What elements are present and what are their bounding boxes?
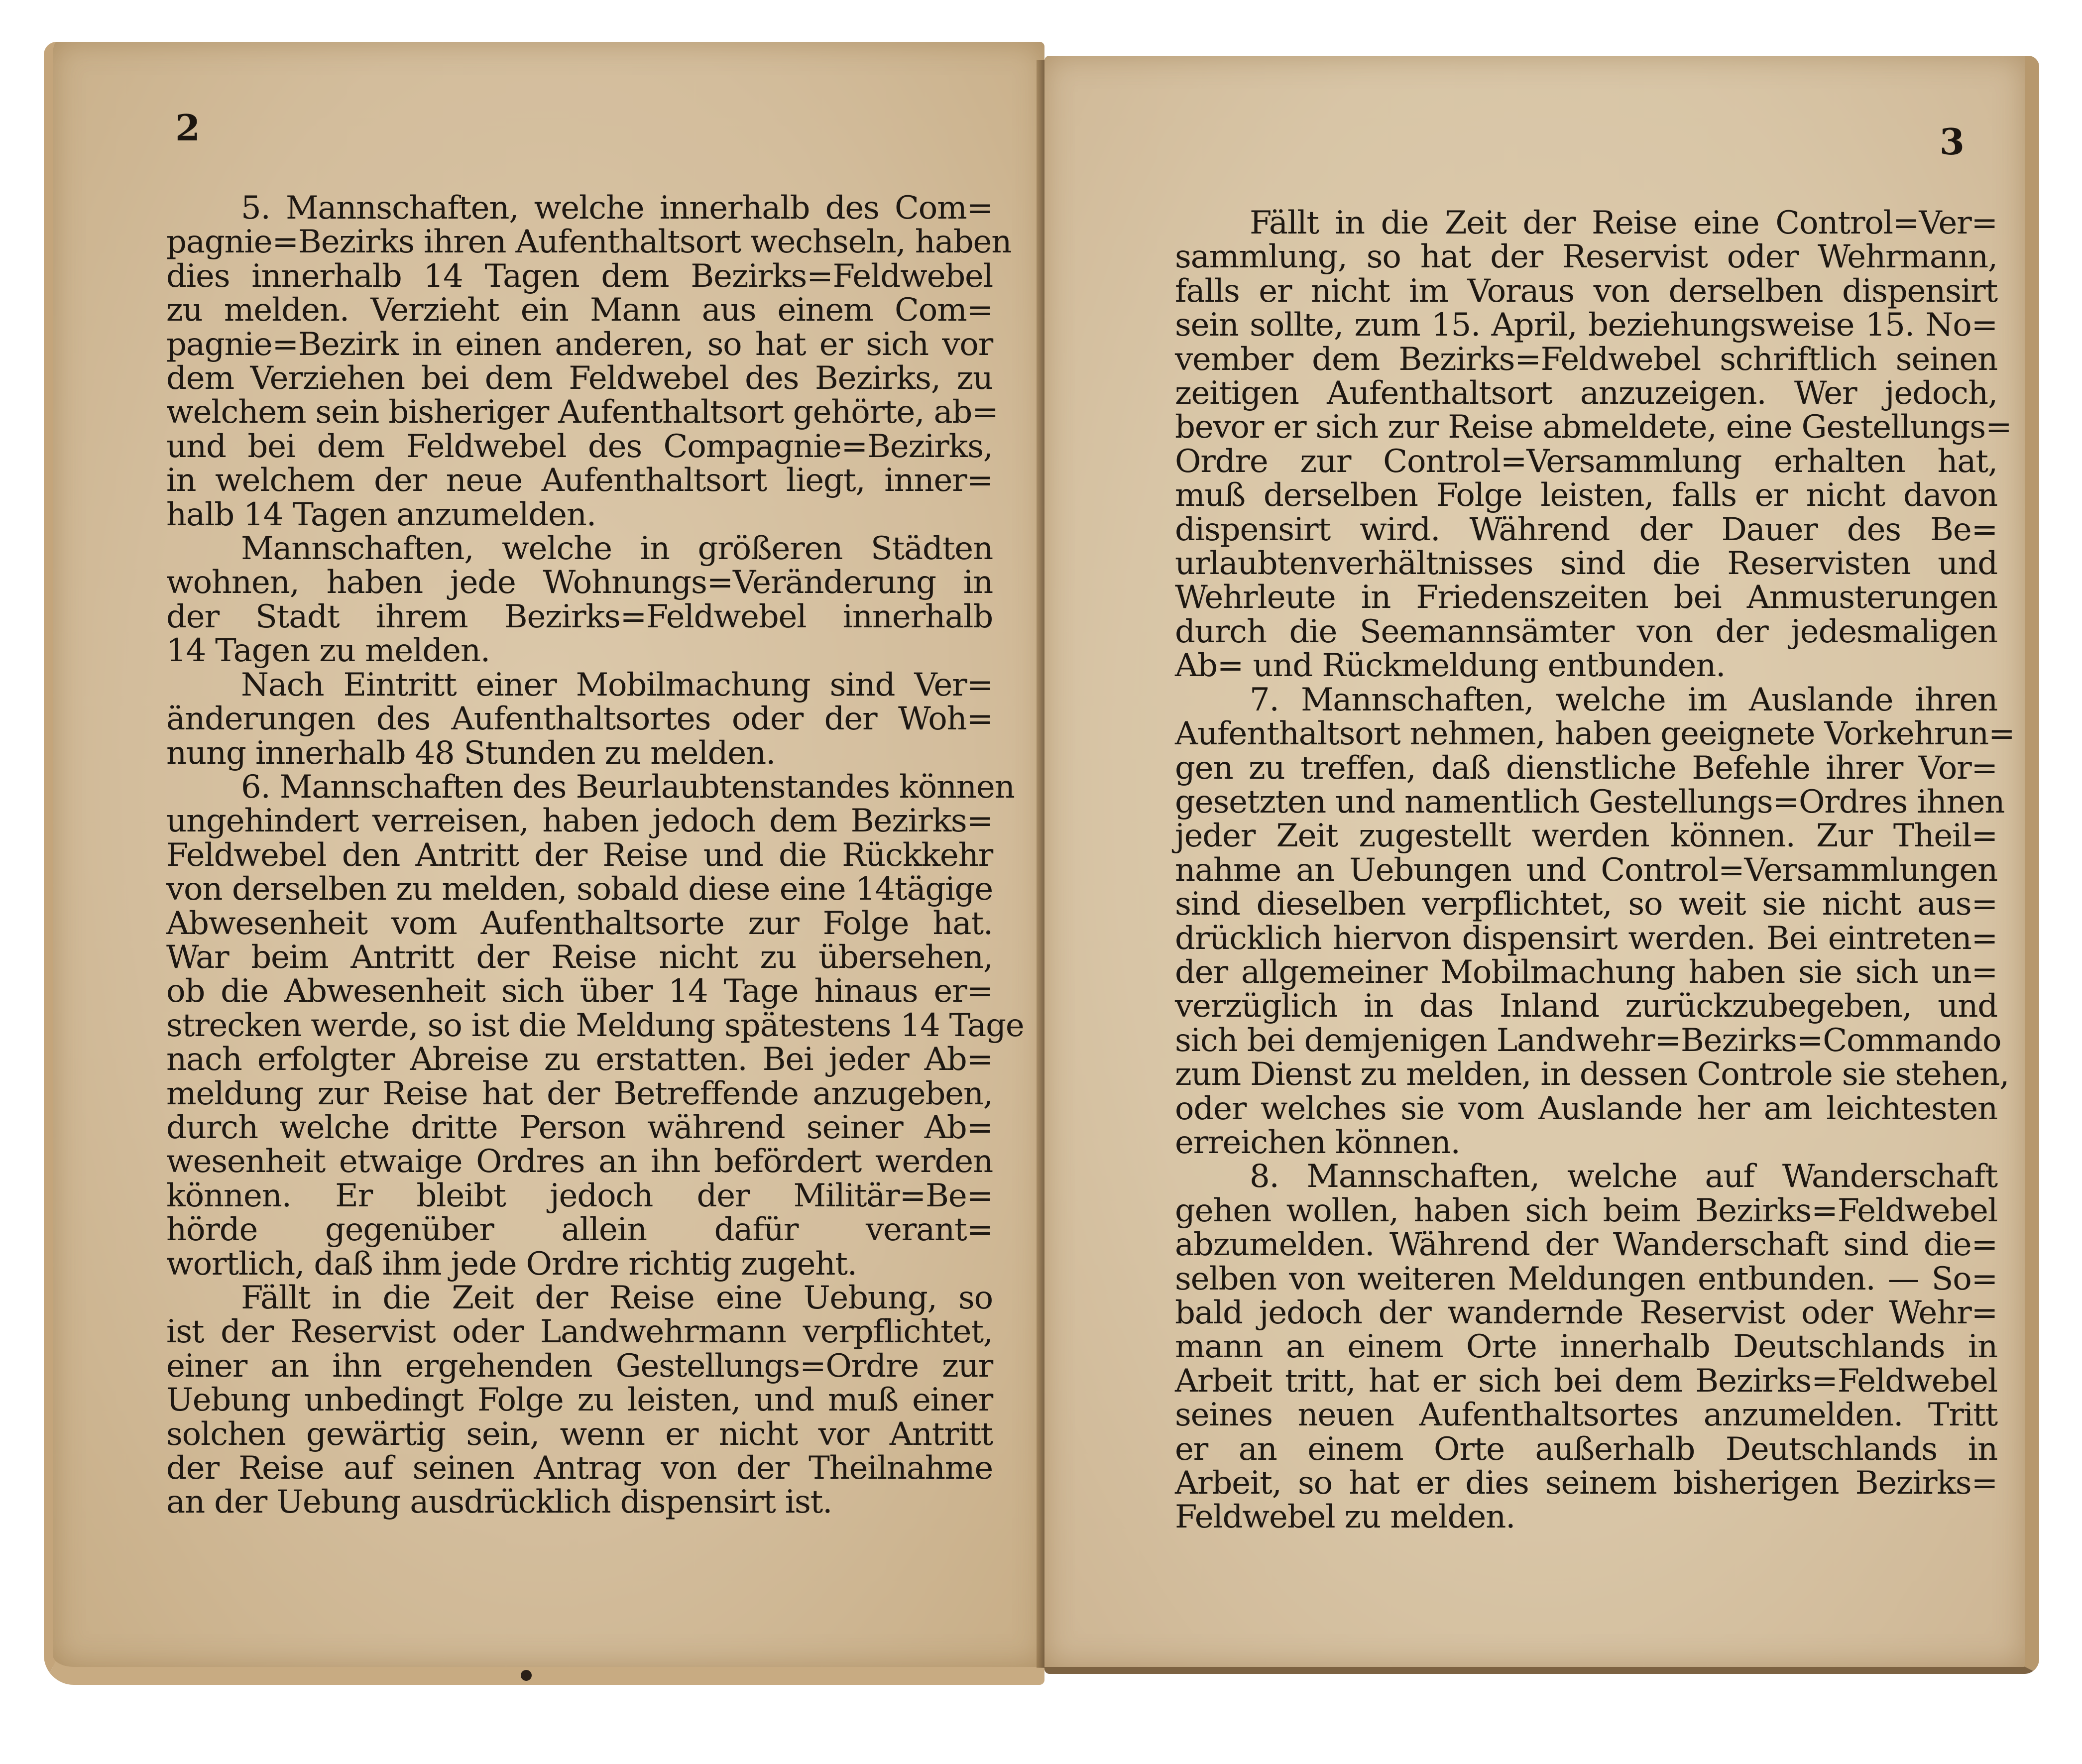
text-line: jeder Zeit zugestellt werden können. Zur Theil=: [1175, 818, 1997, 855]
text-line: an der Uebung ausdrücklich dispensirt ist.: [166, 1484, 832, 1521]
text-line: bald jedoch der wandernde Reservist oder Wehr=: [1175, 1294, 1997, 1331]
text-line: selben von weiteren Meldungen entbunden. — So=: [1175, 1260, 1997, 1297]
text-line: durch welche dritte Person während seiner Ab=: [166, 1109, 993, 1146]
text-line: mann an einem Orte innerhalb Deutschlands in: [1175, 1328, 1997, 1366]
text-line: War beim Antritt der Reise nicht zu übersehen,: [166, 939, 993, 976]
text-line: Feldwebel zu melden.: [1175, 1499, 1515, 1536]
text-line: sind dieselben verpflichtet, so weit sie nicht aus=: [1175, 886, 1997, 923]
text-line: zu melden. Verzieht ein Mann aus einem Com=: [166, 292, 993, 329]
text-line: vember dem Bezirks=Feldwebel schriftlich seinen: [1175, 341, 1997, 378]
text-line: 5. Mannschaften, welche innerhalb des Com=: [241, 190, 993, 227]
text-line: ungehindert verreisen, haben jedoch dem Bezirks=: [166, 803, 993, 840]
ink-spot: [521, 1670, 532, 1681]
text-line: Feldwebel den Antritt der Reise und die Rückkehr: [166, 836, 993, 874]
left-page-text: [166, 190, 1024, 1521]
text-line: durch die Seemannsämter von der jedesmaligen: [1175, 613, 1997, 650]
text-line: abzumelden. Während der Wanderschaft sind die=: [1175, 1226, 1997, 1264]
text-line: zum Dienst zu melden, in dessen Controle sie stehen,: [1175, 1056, 2009, 1093]
text-line: wortlich, daß ihm jede Ordre richtig zugeht.: [166, 1245, 857, 1283]
text-line: solchen gewärtig sein, wenn er nicht vor Antritt: [166, 1415, 993, 1453]
text-line: der Reise auf seinen Antrag von der Theilnahme: [166, 1450, 993, 1487]
text-line: falls er nicht im Voraus von derselben dispensirt: [1175, 272, 1997, 310]
text-line: dem Verziehen bei dem Feldwebel des Bezirks, zu: [166, 360, 993, 397]
text-line: meldung zur Reise hat der Betreffende anzugeben,: [166, 1075, 993, 1112]
text-line: Ab= und Rückmeldung entbunden.: [1175, 647, 1726, 685]
text-line: wesenheit etwaige Ordres an ihn befördert werden: [166, 1143, 993, 1180]
text-line: Ordre zur Control=Versammlung erhalten hat,: [1175, 443, 1997, 480]
text-line: Uebung unbedingt Folge zu leisten, und muß einer: [166, 1382, 993, 1419]
text-line: Fällt in die Zeit der Reise eine Uebung, so: [241, 1280, 993, 1316]
text-line: Arbeit tritt, hat er sich bei dem Bezirks=Feldwebel: [1175, 1362, 1997, 1400]
text-line: oder welches sie vom Auslande her am leichtesten: [1175, 1090, 1997, 1127]
text-line: Nach Eintritt einer Mobilmachung sind Ver=: [241, 666, 993, 704]
text-line: wohnen, haben jede Wohnungs=Veränderung in: [166, 564, 993, 601]
text-line: sammlung, so hat der Reservist oder Wehrmann,: [1175, 238, 1997, 276]
text-line: er an einem Orte außerhalb Deutschlands in: [1175, 1430, 1997, 1468]
text-line: erreichen können.: [1175, 1124, 1460, 1161]
text-line: der Stadt ihrem Bezirks=Feldwebel innerhalb: [166, 598, 993, 635]
text-line: nahme an Uebungen und Control=Versammlungen: [1175, 851, 1997, 889]
text-line: der allgemeiner Mobilmachung haben sie sich un=: [1175, 953, 1997, 991]
text-line: strecken werde, so ist die Meldung spätestens 14 Tage: [166, 1007, 1024, 1044]
text-line: änderungen des Aufenthaltsortes oder der Woh=: [166, 701, 993, 738]
text-line: pagnie=Bezirk in einen anderen, so hat er sich vor: [166, 326, 993, 363]
text-line: ist der Reservist oder Landwehrmann verpflichtet,: [166, 1313, 993, 1351]
text-line: von derselben zu melden, sobald diese eine 14tägige: [166, 871, 993, 908]
text-line: einer an ihn ergehenden Gestellungs=Ordre zur: [166, 1347, 993, 1385]
text-line: 14 Tagen zu melden.: [166, 632, 490, 670]
page-number: 3: [1939, 120, 1965, 163]
text-line: urlaubtenverhältnisses sind die Reservisten und: [1175, 545, 1997, 583]
text-line: pagnie=Bezirks ihren Aufenthaltsort wechseln, haben: [166, 224, 1012, 261]
text-line: verzüglich in das Inland zurückzubegeben, und: [1175, 988, 1997, 1025]
text-line: sein sollte, zum 15. April, beziehungsweise 15. No=: [1175, 307, 1997, 344]
text-line: dies innerhalb 14 Tagen dem Bezirks=Feldwebel: [166, 257, 993, 295]
text-line: welchem sein bisheriger Aufenthaltsort gehörte, ab=: [166, 394, 998, 431]
right-page: [1044, 56, 2039, 1674]
text-line: sich bei demjenigen Landwehr=Bezirks=Commando: [1175, 1022, 2001, 1059]
text-line: hörde gegenüber allein dafür verant=: [166, 1211, 993, 1249]
text-line: Fällt in die Zeit der Reise eine Control=Ver=: [1250, 205, 1997, 241]
text-line: zeitigen Aufenthaltsort anzuzeigen. Wer jedoch,: [1175, 375, 1997, 412]
text-line: muß derselben Folge leisten, falls er nicht davon: [1175, 477, 1997, 514]
text-line: dispensirt wird. Während der Dauer des Be=: [1175, 511, 1997, 548]
text-line: gesetzten und namentlich Gestellungs=Ordres ihnen: [1175, 783, 2005, 821]
text-line: Abwesenheit vom Aufenthaltsorte zur Folge hat.: [166, 905, 993, 942]
left-page: [44, 42, 1044, 1685]
text-line: Mannschaften, welche in größeren Städten: [241, 530, 993, 568]
text-line: Arbeit, so hat er dies seinem bisherigen Bezirks=: [1175, 1465, 1997, 1502]
text-line: halb 14 Tagen anzumelden.: [166, 496, 596, 533]
text-line: und bei dem Feldwebel des Compagnie=Bezirks,: [166, 428, 993, 465]
text-line: drücklich hiervon dispensirt werden. Bei eintreten=: [1175, 920, 1997, 957]
text-line: in welchem der neue Aufenthaltsort liegt, inner=: [166, 462, 993, 499]
page-number: 2: [175, 107, 201, 149]
text-line: nung innerhalb 48 Stunden zu melden.: [166, 734, 776, 772]
text-line: Aufenthaltsort nehmen, haben geeignete Vorkehrun=: [1175, 715, 2015, 753]
right-page-text: [1175, 205, 2015, 1536]
text-line: gen zu treffen, daß dienstliche Befehle ihrer Vor=: [1175, 749, 1997, 787]
text-line: gehen wollen, haben sich beim Bezirks=Feldwebel: [1175, 1192, 1997, 1229]
text-line: 6. Mannschaften des Beurlaubtenstandes können: [241, 768, 1015, 806]
text-line: bevor er sich zur Reise abmeldete, eine Gestellungs=: [1175, 409, 2012, 446]
text-line: 8. Mannschaften, welche auf Wanderschaft: [1250, 1158, 1997, 1195]
text-line: Wehrleute in Friedenszeiten bei Anmusterungen: [1175, 579, 1997, 616]
text-line: ob die Abwesenheit sich über 14 Tage hinaus er=: [166, 973, 993, 1010]
text-line: seines neuen Aufenthaltsortes anzumelden. Tritt: [1175, 1397, 1997, 1434]
text-line: 7. Mannschaften, welche im Auslande ihren: [1250, 681, 1997, 718]
text-line: nach erfolgter Abreise zu erstatten. Bei jeder Ab=: [166, 1041, 993, 1078]
text-line: können. Er bleibt jedoch der Militär=Be=: [166, 1177, 993, 1214]
